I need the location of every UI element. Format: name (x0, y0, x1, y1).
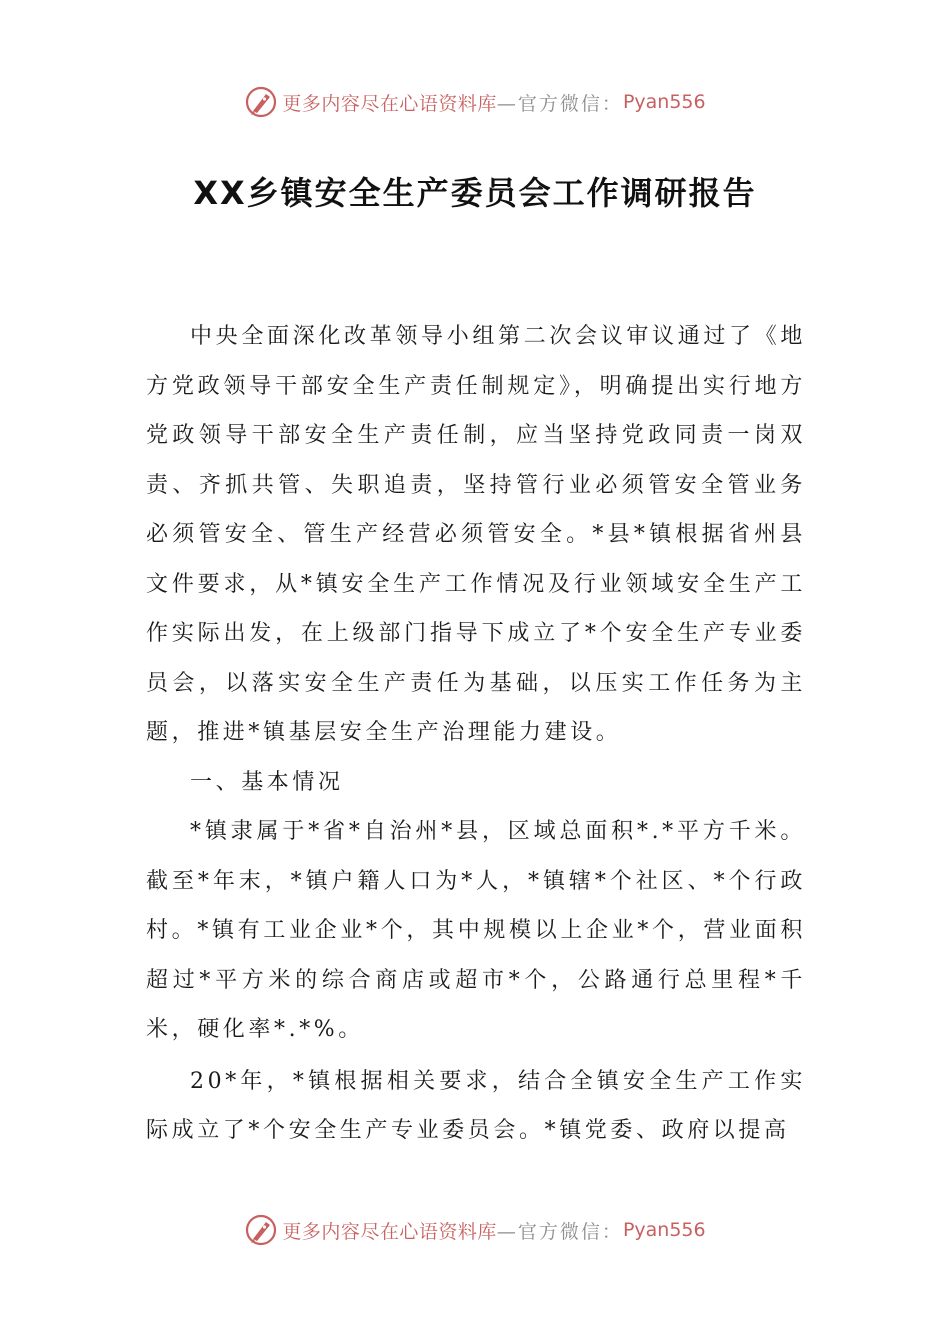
section-heading-basic-info: 一、基本情况 (190, 769, 344, 795)
watermark-banner-top (0, 82, 950, 122)
paragraph-committee: 20*年，*镇根据相关要求，结合全镇安全生产工作实际成立了*个安全生产专业委员会。*镇党委、政府以提高 (146, 1068, 806, 1143)
watermark-id-text: Pyan556 (622, 1219, 706, 1241)
watermark-sub-text: —官方微信： (496, 92, 623, 115)
document-title: XX乡镇安全生产委员会工作调研报告 (193, 174, 757, 212)
pen-nib-logo-icon (244, 85, 278, 119)
document-body (146, 312, 806, 1156)
watermark-main-text: 更多内容尽在心语资料库 (282, 1220, 497, 1243)
watermark-main-text: 更多内容尽在心语资料库 (282, 92, 497, 115)
watermark-id-text: Pyan556 (622, 91, 706, 113)
pen-nib-logo-icon (244, 1213, 278, 1247)
paragraph-basic-info: *镇隶属于*省*自治州*县，区域总面积*.*平方千米。截至*年末，*镇户籍人口为*人，*镇辖*个社区、*个行政村。*镇有工业企业*个，其中规模以上企业*个，营业面积超过*平方米的综合商店或超市*个，公路通行总里程*千米，硬化率*.*%。 (146, 819, 806, 1042)
watermark-sub-text: —官方微信： (496, 1220, 623, 1243)
watermark-banner-bottom (0, 1210, 950, 1250)
paragraph-intro: 中央全面深化改革领导小组第二次会议审议通过了《地方党政领导干部安全生产责任制规定》，明确提出实行地方党政领导干部安全生产责任制，应当坚持党政同责一岗双责、齐抓共管、失职追责，坚持管行业必须管安全管业务必须管安全、管生产经营必须管安全。*县*镇根据省州县文件要求，从*镇安全生产工作情况及行业领域安全生产工作实际出发，在上级部门指导下成立了*个安全生产专业委员会，以落实安全生产责任为基础，以压实工作任务为主题，推进*镇基层安全生产治理能力建设。 (146, 324, 806, 745)
